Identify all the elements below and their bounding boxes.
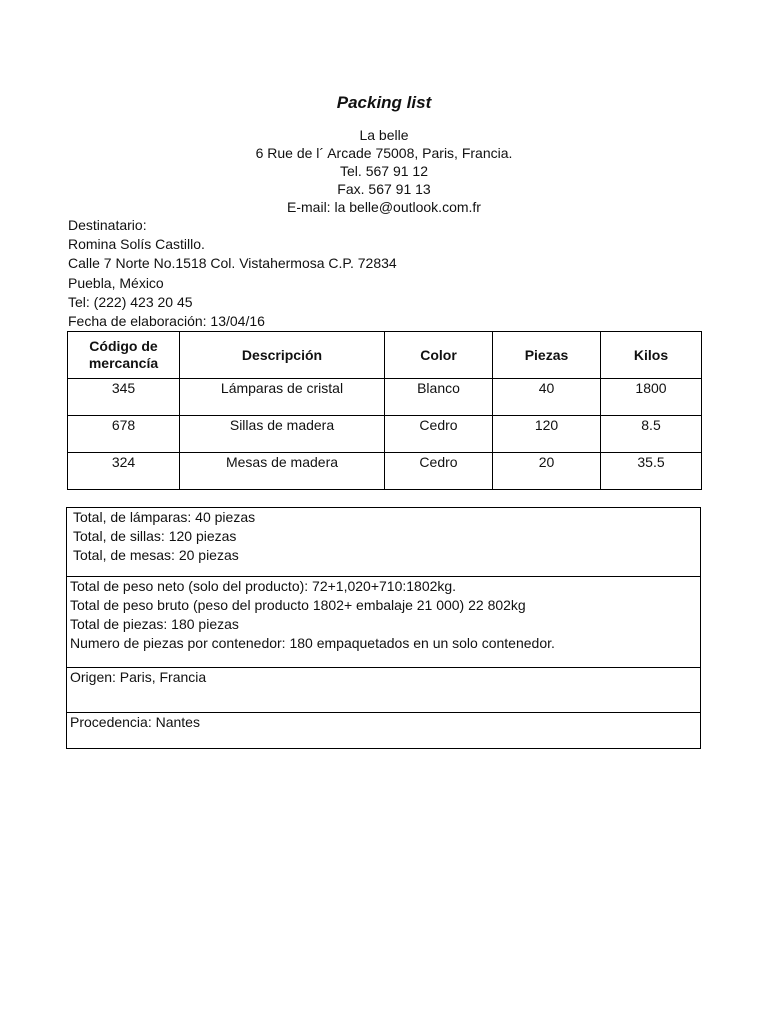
sender-tel: Tel. 567 91 12 <box>340 163 428 179</box>
cell-code: 324 <box>68 453 180 490</box>
cell-description: Mesas de madera <box>180 453 385 490</box>
total-lamps: Total, de lámparas: 40 piezas <box>73 509 256 525</box>
recipient-tel: Tel: (222) 423 20 45 <box>68 293 193 310</box>
cell-description: Lámparas de cristal <box>180 379 385 416</box>
origin-box <box>67 667 700 712</box>
cell-kilos: 35.5 <box>601 453 702 490</box>
origin-text: Origen: Paris, Francia <box>70 669 207 685</box>
table-row <box>68 453 702 490</box>
cell-color: Blanco <box>385 379 493 416</box>
sender-name: La belle <box>359 127 409 143</box>
recipient-block <box>68 216 397 331</box>
sender-fax: Fax. 567 91 13 <box>337 181 431 197</box>
header-pieces: Piezas <box>493 332 601 379</box>
table-row <box>68 379 702 416</box>
cell-code: 678 <box>68 416 180 453</box>
cell-description: Sillas de madera <box>180 416 385 453</box>
pieces-per-container: Numero de piezas por contenedor: 180 empaquetados en un solo contenedor. <box>70 635 555 651</box>
cell-color: Cedro <box>385 416 493 453</box>
total-chairs: Total, de sillas: 120 piezas <box>73 528 237 544</box>
total-tables: Total, de mesas: 20 piezas <box>73 547 239 563</box>
net-weight: Total de peso neto (solo del producto): 72+1,020+710:1802kg. <box>70 578 457 594</box>
gross-weight: Total de peso bruto (peso del producto 1802+ embalaje 21 000) 22 802kg <box>70 597 526 613</box>
cell-pieces: 120 <box>493 416 601 453</box>
sender-block <box>0 126 768 216</box>
table-row <box>68 416 702 453</box>
header-kilos: Kilos <box>601 332 702 379</box>
cell-kilos: 8.5 <box>601 416 702 453</box>
cell-code: 345 <box>68 379 180 416</box>
cell-kilos: 1800 <box>601 379 702 416</box>
header-description: Descripción <box>180 332 385 379</box>
weights-box <box>67 576 700 667</box>
total-pieces: Total de piezas: 180 piezas <box>70 616 239 632</box>
cell-pieces: 20 <box>493 453 601 490</box>
source-text: Procedencia: Nantes <box>70 714 200 730</box>
document-title: Packing list <box>336 93 432 112</box>
summary-table <box>66 507 701 749</box>
table-header-row <box>68 332 702 379</box>
cell-pieces: 40 <box>493 379 601 416</box>
recipient-name: Romina Solís Castillo. <box>68 236 205 253</box>
recipient-label: Destinatario: <box>68 217 147 233</box>
recipient-street: Calle 7 Norte No.1518 Col. Vistahermosa C.P. 72834 <box>68 255 397 272</box>
totals-box <box>67 508 700 576</box>
cell-color: Cedro <box>385 453 493 490</box>
sender-email: E-mail: la belle@outlook.com.fr <box>287 199 481 215</box>
source-box <box>67 712 700 748</box>
sender-address: 6 Rue de l´ Arcade 75008, Paris, Francia. <box>255 145 513 161</box>
header-color: Color <box>385 332 493 379</box>
items-table <box>67 331 702 490</box>
header-code: Código de mercancía <box>68 332 180 379</box>
elaboration-date: Fecha de elaboración: 13/04/16 <box>68 312 265 329</box>
recipient-city: Puebla, México <box>68 274 164 291</box>
